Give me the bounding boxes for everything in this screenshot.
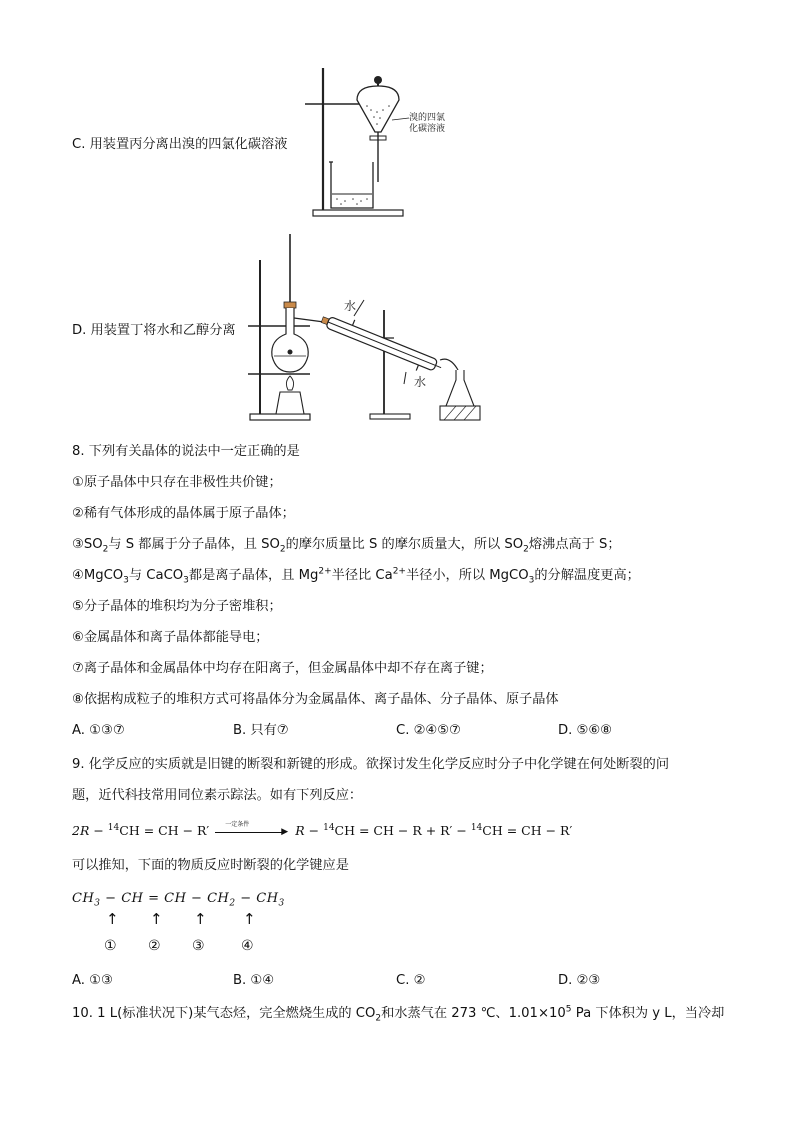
q9-option-b[interactable]: B. ①④ (233, 973, 275, 988)
bond-marker-3: ③ (192, 938, 205, 954)
option-c-text: C. 用装置丙分离出溴的四氯化碳溶液 (72, 137, 288, 152)
bond-marker-2: ② (148, 938, 161, 954)
q8-stem: 8. 下列有关晶体的说法中一定正确的是 (72, 444, 300, 459)
option-d-text: D. 用装置丁将水和乙醇分离 (72, 323, 236, 338)
bond-arrow-1: ↑ (106, 910, 119, 928)
q9-stem-line-2: 题，近代科技常用同位素示踪法。如有下列反应： (72, 788, 363, 803)
q8-statement-8: ⑧依据构成粒子的堆积方式可将晶体分为金属晶体、离子晶体、分子晶体、原子晶体 (72, 692, 559, 707)
q8-option-b[interactable]: B. 只有⑦ (233, 723, 289, 738)
bond-marker-1: ① (104, 938, 117, 954)
q9-option-c[interactable]: C. ② (396, 973, 426, 988)
separatory-funnel-apparatus (305, 62, 455, 222)
distillation-apparatus (244, 230, 484, 430)
reaction-arrow: 一定条件 ▶ (215, 826, 289, 838)
q8-option-d[interactable]: D. ⑤⑥⑧ (558, 723, 613, 738)
q9-structural-formula: $CH_3$ − CH = CH − $CH_2 - CH_3$ (72, 891, 285, 909)
bond-arrow-4: ↑ (243, 910, 256, 928)
q8-statement-1: ①原子晶体中只存在非极性共价键； (72, 475, 282, 490)
water-out-label: 水 (414, 375, 427, 389)
q9-option-d[interactable]: D. ②③ (558, 973, 601, 988)
q8-statement-3: $③SO_2$与 S 都属于分子晶体，且 $SO_2$的摩尔质量比 S 的摩尔质量大，所以 $SO_2$熔沸点高于 S； (72, 537, 621, 555)
q8-statement-7: ⑦离子晶体和金属晶体中均存在阳离子，但金属晶体中却不存在离子键； (72, 661, 493, 676)
apparatus-c-label-1: 溴的四氯 (409, 113, 446, 123)
q9-reaction-equation: 2R − $^{14}$CH = CH − R′ 一定条件 ▶ R − $^{14}$CH = CH − R + R′ − $^{14}$CH = CH − R′ (72, 820, 573, 838)
bond-arrow-3: ↑ (194, 910, 207, 928)
bond-marker-4: ④ (241, 938, 254, 954)
water-in-label: 水 (344, 299, 357, 313)
q8-statement-2: ②稀有气体形成的晶体属于原子晶体； (72, 506, 295, 521)
q8-statement-5: ⑤分子晶体的堆积均为分子密堆积； (72, 599, 282, 614)
q9-stem-line-1: 9. 化学反应的实质就是旧键的断裂和新键的形成。欲探讨发生化学反应时分子中化学键在何处断裂的问 (72, 757, 670, 772)
q8-statement-4: ④MgCO$_3$与 CaCO$_3$都是离子晶体，且 $Mg^{2+}$半径比 $Ca^{2+}$半径小，所以 MgCO$_3$的分解温度更高； (72, 566, 640, 586)
q9-option-a[interactable]: A. ①③ (72, 973, 113, 988)
q8-statement-6: ⑥金属晶体和离子晶体都能导电； (72, 630, 269, 645)
bond-arrow-2: ↑ (150, 910, 163, 928)
q8-option-a[interactable]: A. ①③⑦ (72, 723, 125, 738)
q10-stem: 10. 1 L(标准状况下)某气态烃，完全燃烧生成的 $CO_2$和水蒸气在 273 ℃、$1.01\times 10^5$ Pa 下体积为 y L，当冷却 (72, 1004, 725, 1024)
q9-stem-line-3: 可以推知，下面的物质反应时断裂的化学键应是 (72, 858, 349, 873)
q8-option-c[interactable]: C. ②④⑤⑦ (396, 723, 461, 738)
apparatus-c-label-2: 化碳溶液 (409, 124, 446, 134)
